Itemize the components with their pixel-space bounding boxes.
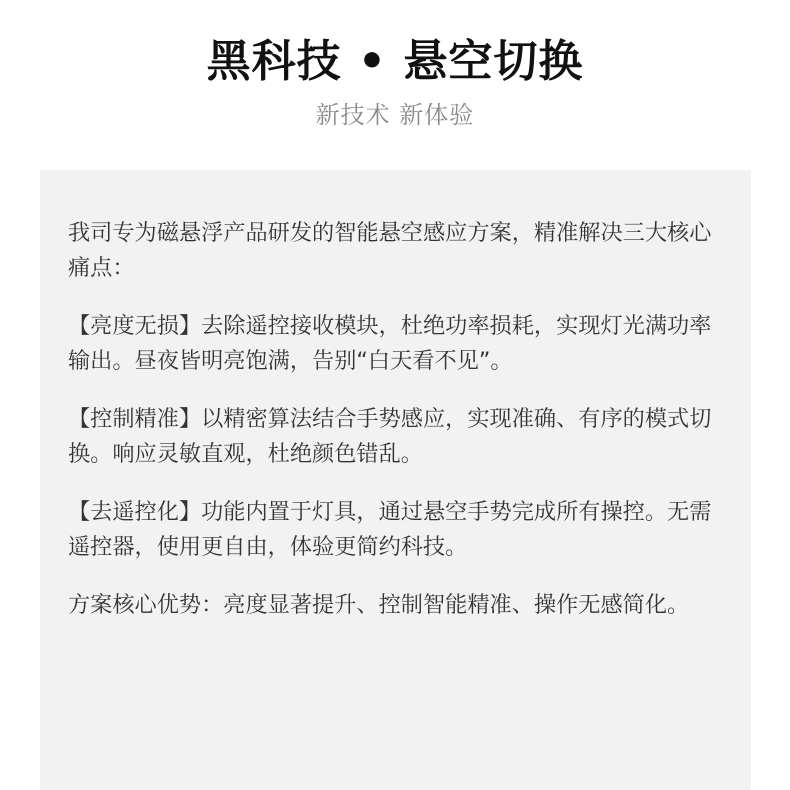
intro-paragraph: 我司专为磁悬浮产品研发的智能悬空感应方案，精准解决三大核心痛点： [68,220,712,281]
remote-free-paragraph: 【去遥控化】功能内置于灯具，通过悬空手势完成所有操控。无需遥控器，使用更自由，体验更简约科技。 [68,499,712,560]
advantages-paragraph: 方案核心优势：亮度显著提升、控制智能精准、操作无感简化。 [68,592,690,618]
content-panel [40,170,751,790]
page-subtitle: 新技术 新体验 [315,101,475,129]
page-title: 黑科技 • 悬空切换 [206,36,584,87]
control-paragraph: 【控制精准】以精密算法结合手势感应，实现准确、有序的模式切换。响应灵敏直观，杜绝颜色错乱。 [68,406,712,467]
brightness-paragraph: 【亮度无损】去除遥控接收模块，杜绝功率损耗，实现灯光满功率输出。昼夜皆明亮饱满，告别“白天看不见”。 [68,313,712,374]
